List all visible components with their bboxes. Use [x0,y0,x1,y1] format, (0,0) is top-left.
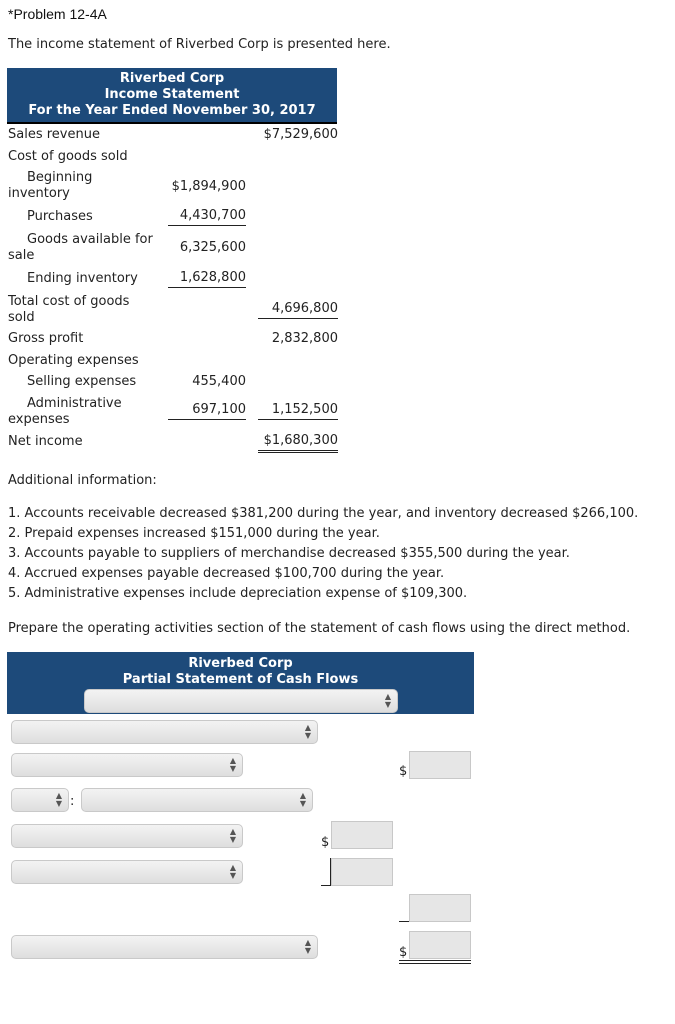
updown-arrows-icon: ▲ ▼ [384,692,391,709]
cf-line-2-amount[interactable] [409,751,471,779]
info-item: 2. Prepaid expenses increased $151,000 during the year. [8,526,380,541]
income-statement-header [7,68,337,124]
dollar-sign: $ [321,835,330,850]
cf-heading-select[interactable] [84,689,398,713]
net-income-label: Net income [8,434,83,449]
gross-profit-label: Gross profit [8,331,84,346]
gross-profit-value: 2,832,800 [271,331,338,346]
additional-info-label: Additional information: [8,473,157,488]
instruction-text: Prepare the operating activities section of the statement of cash flows using the direct method. [8,621,631,636]
ending-inventory-label: Ending inventory [27,271,138,286]
updown-arrows-icon: ▲ ▼ [229,863,236,880]
double-underline-mark [399,963,471,964]
opex-total-value: 1,152,500 [258,402,338,420]
goods-available-label: Goods available for [27,232,153,247]
cf-line-1-select[interactable] [11,720,318,744]
updown-arrows-icon: ▲ ▼ [229,827,236,844]
info-item: 5. Administrative expenses include depreciation expense of $109,300. [8,586,468,601]
updown-arrows-icon: ▲ ▼ [55,791,62,808]
admin-expenses-value: 697,100 [168,402,246,420]
cf-line-4-amount[interactable] [331,821,393,849]
updown-arrows-icon: ▲ ▼ [229,756,236,773]
total-cogs-label-cont: sold [8,310,35,325]
goods-available-label-cont: sale [8,248,35,263]
problem-title: *Problem 12-4A [8,6,107,22]
cf-line-3-select[interactable] [81,788,313,812]
sales-label: Sales revenue [8,127,100,142]
cf-line-3-prefix-select[interactable] [11,788,69,812]
is-title: Income Statement [104,87,240,102]
cf-line-7-amount[interactable] [409,931,471,959]
info-item: 3. Accounts payable to suppliers of merchandise decreased $355,500 during the year. [8,546,570,561]
sales-value: $7,529,600 [263,127,338,142]
ending-inventory-value: 1,628,800 [168,270,246,288]
selling-expenses-label: Selling expenses [27,374,137,389]
goods-available-value: 6,325,600 [179,240,246,255]
cf-line-7-select[interactable] [11,935,318,959]
cf-company: Riverbed Corp [188,656,293,671]
updown-arrows-icon: ▲ ▼ [299,791,306,808]
total-cogs-label: Total cost of goods [8,294,130,309]
is-company: Riverbed Corp [119,71,225,86]
purchases-value: 4,430,700 [168,208,246,226]
colon: : [70,794,75,809]
dollar-sign: $ [399,945,408,960]
opex-label: Operating expenses [8,353,139,368]
intro-text: The income statement of Riverbed Corp is presented here. [8,37,391,52]
admin-expenses-label: Administrative [27,396,122,411]
beginning-inventory-value: $1,894,900 [171,179,246,194]
updown-arrows-icon: ▲ ▼ [304,938,311,955]
info-item: 1. Accounts receivable decreased $381,200 during the year, and inventory decreased $266,100. [8,506,639,521]
cf-line-2-select[interactable] [11,753,243,777]
updown-arrows-icon: ▲ ▼ [304,723,311,740]
selling-expenses-value: 455,400 [192,374,246,389]
cf-title: Partial Statement of Cash Flows [122,672,359,687]
info-item: 4. Accrued expenses payable decreased $100,700 during the year. [8,566,445,581]
net-income-value: $1,680,300 [258,433,338,453]
double-underline-mark [399,960,471,961]
beginning-inventory-label-cont: inventory [8,186,70,201]
is-period: For the Year Ended November 30, 2017 [28,103,316,118]
cogs-label: Cost of goods sold [8,149,128,164]
beginning-inventory-label: Beginning [27,170,93,185]
purchases-label: Purchases [27,209,93,224]
underline-mark [321,885,330,886]
additional-info-list [8,504,638,604]
dollar-sign: $ [399,764,408,779]
cf-line-5-select[interactable] [11,860,243,884]
admin-expenses-label-cont: expenses [8,412,70,427]
cash-flow-header [7,652,474,714]
cf-line-6-amount[interactable] [409,894,471,922]
cf-line-5-amount[interactable] [331,858,393,886]
cf-line-4-select[interactable] [11,824,243,848]
total-cogs-value: 4,696,800 [258,301,338,319]
underline-mark [399,921,409,922]
